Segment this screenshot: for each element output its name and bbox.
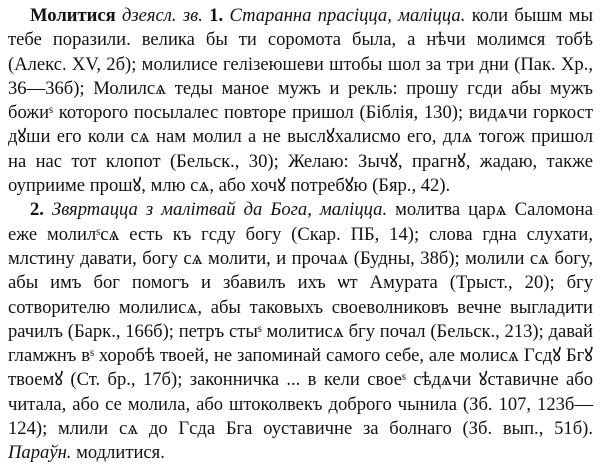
grammar-label: дзеясл. зв. [122,5,203,26]
sense-2-definition: Звяртацца з малітвай да Бога, маліцца. [52,199,388,221]
sense-1-definition: Старанна прасіцца, маліцца. [229,5,466,26]
dictionary-entry-sense-1 [8,4,593,198]
sense-2-citations: молитва царѧ Саломона еже молилˢсѧ есть къ гсду богу (Скар. ПБ, 14); слова гдна слухати, млстину давати, богу сѧ молити, и прочаѧ (Будны, 38б); молили сѧ богу, абы имъ бог помогъ и збавилъ ихъ ѡт Амурата (Трыст., 20); бгу сотворителю молилисѧ, абы таковыхъ своеволниковъ вечне выгладити рачилъ (Барк., 166б); петръ стыˢ молитисѧ бгу почал (Бельск., 213); давай гламжнъ вˢ хоробѣ твоей, не запоминай самого себе, але молисѧ Гсдꙋ Бгꙋ твоемꙋ (Ст. бр., 17б); законничка ... в кели своеˢ сѣдѧчи ꙋставичне або читала, або се молила, або штоколвекъ доброго чынила (Зб. 107, 123б—124); млили сѧ до Гсда Бга оуставичне за болнаго (Зб. вып., 51б). [8,199,593,440]
sense-1-number: 1. [209,5,224,26]
headword: Молитися [30,5,116,26]
compare-label: Параўн. [8,442,72,464]
dictionary-entry-sense-2 [8,198,593,465]
compare-word: модлитися. [76,442,165,464]
sense-1-citations: коли бышм мы тебе поразили. велика бы ти соромота была, а нѣчи молимся тобѣ (Алекс. XV, 2б); молилисе гелізеюшеви штобы шол за три дни (Пак. Хр., 36—36б); Молилсѧ теды маное мужъ и рекль: прошу гсди абы мужъ божиˢ которого посылалес повторе пришол (Біблія, 130); видѧчи горкост дꙋши его коли сѧ нам молил а не выслꙋхалисмо его, длѧ тогож пришол на нас тот клопот (Бельск., 30); Желаю: Зычꙋ, прагнꙋ, жадаю, также оуприиме прошꙋ, млю сѧ, або хочꙋ потребꙋю (Бяр., 42). [8,5,594,197]
sense-2-number: 2. [30,199,44,221]
